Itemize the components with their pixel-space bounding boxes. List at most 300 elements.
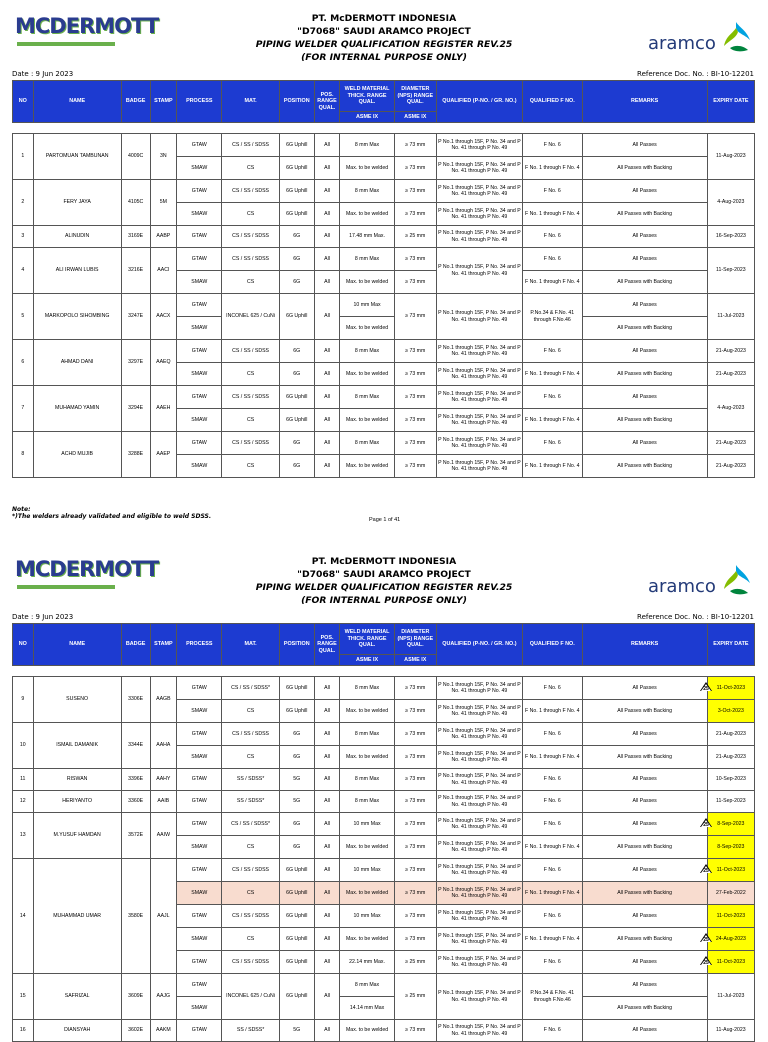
welder-stamp: AAEH: [150, 386, 177, 432]
material: CS: [222, 746, 279, 769]
company-name: PT. McDERMOTT INDONESIA: [311, 556, 457, 567]
expiry-date: 11-Oct-2023 25: [707, 677, 754, 700]
note-block: Note: *)The welders already validated and eligible to weld SDSS.: [12, 506, 212, 520]
process: GTAW: [177, 248, 222, 271]
remarks: All Passes with Backing: [582, 157, 707, 180]
thickness-range: 8 mm Max: [340, 769, 394, 791]
header-spacer: [13, 123, 34, 134]
diameter-range: ≥ 73 mm: [394, 859, 436, 882]
welder-stamp: AAJL: [150, 859, 177, 974]
expiry-date: 11-Aug-2023: [707, 1020, 754, 1042]
material: CS / SS / SDSS: [222, 180, 279, 203]
position: 6G Uphill: [279, 180, 314, 203]
position: 6G: [279, 271, 314, 294]
header-spacer: [150, 666, 177, 677]
material: CS / SS / SDSS: [222, 248, 279, 271]
qualified-f-no: F No. 1 through F No. 4: [523, 409, 583, 432]
diameter-range: ≥ 73 mm: [394, 746, 436, 769]
thickness-range: Max. to be welded: [340, 882, 394, 905]
process: GTAW: [177, 677, 222, 700]
position: 6G Uphill: [279, 386, 314, 409]
thickness-range: 10 mm Max: [340, 859, 394, 882]
welder-no: 7: [13, 386, 34, 432]
welder-name: SAFRIZAL: [33, 974, 121, 1020]
table-row: [13, 294, 755, 317]
process: GTAW: [177, 769, 222, 791]
welder-stamp: AABP: [150, 226, 177, 248]
qualified-f-no: F No. 6: [523, 723, 583, 746]
welder-no: 13: [13, 813, 34, 859]
internal-purpose-note: (FOR INTERNAL PURPOSE ONLY): [301, 52, 467, 63]
position-range: All: [314, 928, 340, 951]
column-header-mat: MAT.: [222, 624, 279, 666]
expiry-date: 11-Oct-2023: [707, 905, 754, 928]
welder-badge: 3344E: [121, 723, 150, 769]
position: 6G: [279, 363, 314, 386]
qualified-p-no: P No.1 through 15F, P No. 34 and P No. 41 through P No. 49: [436, 363, 522, 386]
column-header-diameter: DIAMETER (NPS) RANGE QUAL.: [394, 624, 436, 655]
remarks: All Passes: [582, 769, 707, 791]
column-header-name: NAME: [33, 81, 121, 123]
position: 6G: [279, 455, 314, 478]
qualified-p-no: P No.1 through 15F, P No. 34 and P No. 41 through P No. 49: [436, 859, 522, 882]
header-spacer: [13, 666, 34, 677]
table-row: [13, 974, 755, 997]
remarks: All Passes with Backing: [582, 997, 707, 1020]
remarks: All Passes with Backing: [582, 455, 707, 478]
thickness-range: Max. to be welded: [340, 455, 394, 478]
expiry-date: 11-Oct-2023 25: [707, 951, 754, 974]
process: GTAW: [177, 226, 222, 248]
material: CS / SS / SDSS: [222, 723, 279, 746]
process: GTAW: [177, 974, 222, 997]
qualified-p-no: P No.1 through 15F, P No. 34 and P No. 41 through P No. 49: [436, 836, 522, 859]
expiry-date: 21-Aug-2023: [707, 455, 754, 478]
material: CS / SS / SDSS*: [222, 813, 279, 836]
welder-badge: 3572E: [121, 813, 150, 859]
position-range: All: [314, 271, 340, 294]
qualified-f-no: F No. 6: [523, 134, 583, 157]
aramco-star-icon: [716, 561, 756, 597]
remarks: All Passes: [582, 723, 707, 746]
welder-name: M.YUSUF HAMDAN: [33, 813, 121, 859]
position-range: All: [314, 340, 340, 363]
column-header-weld-thick: WELD MATERIAL THICK. RANGE QUAL.: [340, 81, 394, 112]
revision-number: 25: [703, 686, 709, 692]
position-range: All: [314, 248, 340, 271]
material: CS: [222, 363, 279, 386]
position-range: All: [314, 677, 340, 700]
welder-no: 8: [13, 432, 34, 478]
welder-stamp: AAJG: [150, 974, 177, 1020]
diameter-range: ≥ 73 mm: [394, 769, 436, 791]
table-row: [13, 1020, 755, 1042]
expiry-date: 16-Sep-2023: [707, 226, 754, 248]
welder-badge: 3396E: [121, 769, 150, 791]
qualified-f-no: F No. 6: [523, 1020, 583, 1042]
material: CS / SS / SDSS: [222, 905, 279, 928]
remarks: All Passes: [582, 859, 707, 882]
process: SMAW: [177, 455, 222, 478]
welder-no: 14: [13, 859, 34, 974]
table-row: [13, 386, 755, 409]
diameter-range: ≥ 25 mm: [394, 974, 436, 1020]
material: CS / SS / SDSS: [222, 226, 279, 248]
remarks: All Passes with Backing: [582, 700, 707, 723]
qualified-p-no: P No.1 through 15F, P No. 34 and P No. 41 through P No. 49: [436, 203, 522, 226]
position: 6G Uphill: [279, 974, 314, 1020]
position: 6G Uphill: [279, 294, 314, 340]
column-header-badge: BADGE: [121, 81, 150, 123]
process: SMAW: [177, 271, 222, 294]
welder-no: 5: [13, 294, 34, 340]
position-range: All: [314, 134, 340, 157]
document-date: Date : 9 Jun 2023: [12, 70, 74, 78]
table-row: [13, 340, 755, 363]
qualified-f-no: F No. 6: [523, 180, 583, 203]
welder-no: 16: [13, 1020, 34, 1042]
welder-name: ALINUDIN: [33, 226, 121, 248]
position-range: All: [314, 294, 340, 340]
remarks: All Passes: [582, 248, 707, 271]
qualified-p-no: P No.1 through 15F, P No. 34 and P No. 41 through P No. 49: [436, 677, 522, 700]
position: 6G: [279, 226, 314, 248]
process: SMAW: [177, 746, 222, 769]
position: 5G: [279, 769, 314, 791]
position-range: All: [314, 791, 340, 813]
expiry-date: 8-Sep-2023: [707, 836, 754, 859]
welder-name: AHMAD DANI: [33, 340, 121, 386]
qualified-p-no: P No.1 through 15F, P No. 34 and P No. 41 through P No. 49: [436, 157, 522, 180]
position-range: All: [314, 203, 340, 226]
welder-badge: 3360E: [121, 791, 150, 813]
position: 6G: [279, 723, 314, 746]
expiry-date: 21-Aug-2023: [707, 340, 754, 363]
column-header-position: POSITION: [279, 624, 314, 666]
thickness-range: 8 mm Max: [340, 974, 394, 997]
material: CS: [222, 271, 279, 294]
welder-no: 3: [13, 226, 34, 248]
header-spacer: [394, 123, 436, 134]
revision-number: 25: [703, 868, 709, 874]
qualified-p-no: P No.1 through 15F, P No. 34 and P No. 41 through P No. 49: [436, 813, 522, 836]
remarks: All Passes with Backing: [582, 271, 707, 294]
remarks: All Passes: [582, 951, 707, 974]
qualified-p-no: P No.1 through 15F, P No. 34 and P No. 41 through P No. 49: [436, 226, 522, 248]
qualified-f-no: F No. 1 through F No. 4: [523, 157, 583, 180]
document-title: [180, 12, 588, 64]
header-spacer: [707, 123, 754, 134]
register-title: PIPING WELDER QUALIFICATION REGISTER REV.25: [255, 39, 513, 50]
remarks: All Passes with Backing: [582, 928, 707, 951]
qualified-f-no: F No. 1 through F No. 4: [523, 882, 583, 905]
page-header: [0, 543, 768, 606]
header-spacer: [222, 123, 279, 134]
remarks: All Passes: [582, 432, 707, 455]
column-header-process: PROCESS: [177, 81, 222, 123]
expiry-date: 10-Sep-2023: [707, 769, 754, 791]
reference-doc: Reference Doc. No. : BI-10-12201: [637, 70, 754, 78]
process: GTAW: [177, 432, 222, 455]
qualified-p-no: P No.1 through 15F, P No. 34 and P No. 41 through P No. 49: [436, 432, 522, 455]
header-spacer: [523, 666, 583, 677]
column-header-no: NO: [13, 624, 34, 666]
welder-no: 6: [13, 340, 34, 386]
diameter-range: ≥ 73 mm: [394, 813, 436, 836]
diameter-range: ≥ 73 mm: [394, 157, 436, 180]
column-header-remarks: REMARKS: [582, 624, 707, 666]
welder-badge: 3169E: [121, 226, 150, 248]
asme-ix-label: ASME IX: [394, 112, 436, 123]
diameter-range: ≥ 73 mm: [394, 294, 436, 340]
qualified-f-no: F No. 6: [523, 905, 583, 928]
welder-name: MUHAMMAD UMAR: [33, 859, 121, 974]
revision-number: 25: [703, 960, 709, 966]
material: CS: [222, 455, 279, 478]
qualified-p-no: P No.1 through 15F, P No. 34 and P No. 41 through P No. 49: [436, 134, 522, 157]
asme-ix-label: ASME IX: [340, 112, 394, 123]
column-header-expiry: EXPIRY DATE: [707, 624, 754, 666]
thickness-range: Max. to be welded: [340, 157, 394, 180]
column-header-qualified: QUALIFIED (P-NO. / GR. NO.): [436, 624, 522, 666]
position: 6G Uphill: [279, 882, 314, 905]
expiry-date: 21-Aug-2023: [707, 723, 754, 746]
process: SMAW: [177, 363, 222, 386]
header-spacer: [436, 666, 522, 677]
header-spacer: [340, 666, 394, 677]
position: 6G: [279, 248, 314, 271]
diameter-range: ≥ 73 mm: [394, 363, 436, 386]
welder-no: 4: [13, 248, 34, 294]
welder-name: MARKOPOLO SIHOMBING: [33, 294, 121, 340]
position: 6G Uphill: [279, 203, 314, 226]
welder-name: DIANSYAH: [33, 1020, 121, 1042]
welder-stamp: AACX: [150, 294, 177, 340]
diameter-range: ≥ 73 mm: [394, 386, 436, 409]
qualified-p-no: P No.1 through 15F, P No. 34 and P No. 41 through P No. 49: [436, 974, 522, 1020]
position: 6G Uphill: [279, 905, 314, 928]
material: CS: [222, 157, 279, 180]
position: 6G: [279, 340, 314, 363]
table-row: [13, 769, 755, 791]
header-spacer: [150, 123, 177, 134]
welder-no: 9: [13, 677, 34, 723]
process: GTAW: [177, 134, 222, 157]
remarks: All Passes: [582, 1020, 707, 1042]
diameter-range: ≥ 73 mm: [394, 905, 436, 928]
remarks: All Passes: [582, 905, 707, 928]
diameter-range: ≥ 73 mm: [394, 1020, 436, 1042]
welder-stamp: AAKM: [150, 1020, 177, 1042]
process: SMAW: [177, 203, 222, 226]
position-range: All: [314, 836, 340, 859]
welder-stamp: AAHA: [150, 723, 177, 769]
welder-badge: 3216E: [121, 248, 150, 294]
remarks: All Passes with Backing: [582, 203, 707, 226]
position-range: All: [314, 951, 340, 974]
position-range: All: [314, 905, 340, 928]
expiry-date: 11-Jul-2023: [707, 974, 754, 1020]
thickness-range: Max. to be welded: [340, 317, 394, 340]
project-name: "D7068" SAUDI ARAMCO PROJECT: [297, 569, 471, 580]
welder-name: FERY JAYA: [33, 180, 121, 226]
page-number: Page 1 of 41: [369, 517, 401, 523]
thickness-range: Max. to be welded: [340, 363, 394, 386]
remarks: All Passes: [582, 294, 707, 317]
expiry-date: 21-Aug-2023: [707, 432, 754, 455]
register-page-2: [0, 543, 768, 1037]
position: 6G: [279, 746, 314, 769]
diameter-range: ≥ 73 mm: [394, 134, 436, 157]
process: GTAW: [177, 813, 222, 836]
process: SMAW: [177, 928, 222, 951]
qualified-f-no: F No. 1 through F No. 4: [523, 203, 583, 226]
diameter-range: ≥ 73 mm: [394, 791, 436, 813]
diameter-range: ≥ 25 mm: [394, 226, 436, 248]
welder-badge: 3247E: [121, 294, 150, 340]
material: CS / SS / SDSS: [222, 340, 279, 363]
material: SS / SDSS*: [222, 791, 279, 813]
column-header-remarks: REMARKS: [582, 81, 707, 123]
position: 6G Uphill: [279, 409, 314, 432]
remarks: All Passes: [582, 813, 707, 836]
header-spacer: [314, 666, 340, 677]
expiry-date: 11-Jul-2023: [707, 294, 754, 340]
position: 6G Uphill: [279, 859, 314, 882]
welder-badge: 4009C: [121, 134, 150, 180]
header-spacer: [582, 666, 707, 677]
thickness-range: 8 mm Max: [340, 723, 394, 746]
process: GTAW: [177, 791, 222, 813]
process: SMAW: [177, 409, 222, 432]
qualified-p-no: P No.1 through 15F, P No. 34 and P No. 41 through P No. 49: [436, 700, 522, 723]
position-range: All: [314, 180, 340, 203]
remarks: All Passes: [582, 226, 707, 248]
position: 6G: [279, 836, 314, 859]
column-header-diameter: DIAMETER (NPS) RANGE QUAL.: [394, 81, 436, 112]
welder-name: RISWAN: [33, 769, 121, 791]
aramco-logo: aramco: [648, 561, 758, 601]
page-header: [0, 0, 768, 63]
header-spacer: [121, 123, 150, 134]
process: GTAW: [177, 340, 222, 363]
qualified-p-no: P No.1 through 15F, P No. 34 and P No. 41 through P No. 49: [436, 769, 522, 791]
qualified-p-no: P No.1 through 15F, P No. 34 and P No. 41 through P No. 49: [436, 723, 522, 746]
reference-doc: Reference Doc. No. : BI-10-12201: [637, 613, 754, 621]
mcdermott-logo: MCDERMOTT: [15, 557, 115, 593]
welder-name: SUSENO: [33, 677, 121, 723]
position-range: All: [314, 859, 340, 882]
material: CS: [222, 203, 279, 226]
qualified-f-no: F No. 6: [523, 859, 583, 882]
qualified-f-no: F No. 1 through F No. 4: [523, 836, 583, 859]
process: SMAW: [177, 997, 222, 1020]
welder-register-table: [12, 623, 755, 1042]
header-spacer: [279, 666, 314, 677]
position: 5G: [279, 791, 314, 813]
process: SMAW: [177, 882, 222, 905]
welder-stamp: 3N: [150, 134, 177, 180]
header-spacer: [394, 666, 436, 677]
welder-badge: 3602E: [121, 1020, 150, 1042]
process: GTAW: [177, 859, 222, 882]
internal-purpose-note: (FOR INTERNAL PURPOSE ONLY): [301, 595, 467, 606]
revision-number: 25: [703, 822, 709, 828]
qualified-f-no: F No. 6: [523, 226, 583, 248]
header-spacer: [707, 666, 754, 677]
table-row: [13, 859, 755, 882]
welder-stamp: AAEQ: [150, 340, 177, 386]
material: CS / SS / SDSS: [222, 432, 279, 455]
process: GTAW: [177, 180, 222, 203]
remarks: All Passes: [582, 340, 707, 363]
aramco-logo: aramco: [648, 18, 758, 58]
process: GTAW: [177, 951, 222, 974]
process: SMAW: [177, 157, 222, 180]
process: GTAW: [177, 386, 222, 409]
header-spacer: [33, 666, 121, 677]
diameter-range: ≥ 73 mm: [394, 700, 436, 723]
welder-register-table: [12, 80, 755, 478]
qualified-p-no: P No.1 through 15F, P No. 34 and P No. 41 through P No. 49: [436, 928, 522, 951]
material: CS: [222, 836, 279, 859]
qualified-f-no: F No. 6: [523, 432, 583, 455]
diameter-range: ≥ 73 mm: [394, 248, 436, 271]
process: SMAW: [177, 836, 222, 859]
welder-stamp: AAGB: [150, 677, 177, 723]
position: 6G Uphill: [279, 134, 314, 157]
asme-ix-label: ASME IX: [340, 655, 394, 666]
header-spacer: [121, 666, 150, 677]
position-range: All: [314, 1020, 340, 1042]
position-range: All: [314, 974, 340, 1020]
qualified-f-no: F No. 6: [523, 248, 583, 271]
process: SMAW: [177, 317, 222, 340]
company-name: PT. McDERMOTT INDONESIA: [311, 13, 457, 24]
qualified-p-no: P No.1 through 15F, P No. 34 and P No. 41 through P No. 49: [436, 746, 522, 769]
thickness-range: Max. to be welded: [340, 203, 394, 226]
position-range: All: [314, 813, 340, 836]
qualified-p-no: P No.1 through 15F, P No. 34 and P No. 41 through P No. 49: [436, 294, 522, 340]
expiry-date: 11-Aug-2023: [707, 134, 754, 180]
welder-stamp: AAIW: [150, 813, 177, 859]
table-row: [13, 226, 755, 248]
position-range: All: [314, 409, 340, 432]
document-title: [180, 555, 588, 607]
qualified-p-no: P No.1 through 15F, P No. 34 and P No. 41 through P No. 49: [436, 180, 522, 203]
qualified-p-no: P No.1 through 15F, P No. 34 and P No. 41 through P No. 49: [436, 905, 522, 928]
diameter-range: ≥ 73 mm: [394, 180, 436, 203]
qualified-p-no: P No.1 through 15F, P No. 34 and P No. 41 through P No. 49: [436, 1020, 522, 1042]
material: CS / SS / SDSS: [222, 951, 279, 974]
remarks: All Passes with Backing: [582, 317, 707, 340]
qualified-f-no: F No. 6: [523, 769, 583, 791]
position-range: All: [314, 226, 340, 248]
expiry-date: 21-Aug-2023: [707, 746, 754, 769]
diameter-range: ≥ 25 mm: [394, 951, 436, 974]
column-header-qualified-f: QUALIFIED F NO.: [523, 624, 583, 666]
remarks: All Passes with Backing: [582, 409, 707, 432]
material: SS / SDSS*: [222, 769, 279, 791]
revision-number: 25: [703, 937, 709, 943]
aramco-star-icon: [716, 18, 756, 54]
thickness-range: 22.14 mm Max.: [340, 951, 394, 974]
thickness-range: Max. to be welded: [340, 1020, 394, 1042]
header-spacer: [582, 123, 707, 134]
remarks: All Passes with Backing: [582, 746, 707, 769]
table-row: [13, 248, 755, 271]
welder-stamp: AAEP: [150, 432, 177, 478]
